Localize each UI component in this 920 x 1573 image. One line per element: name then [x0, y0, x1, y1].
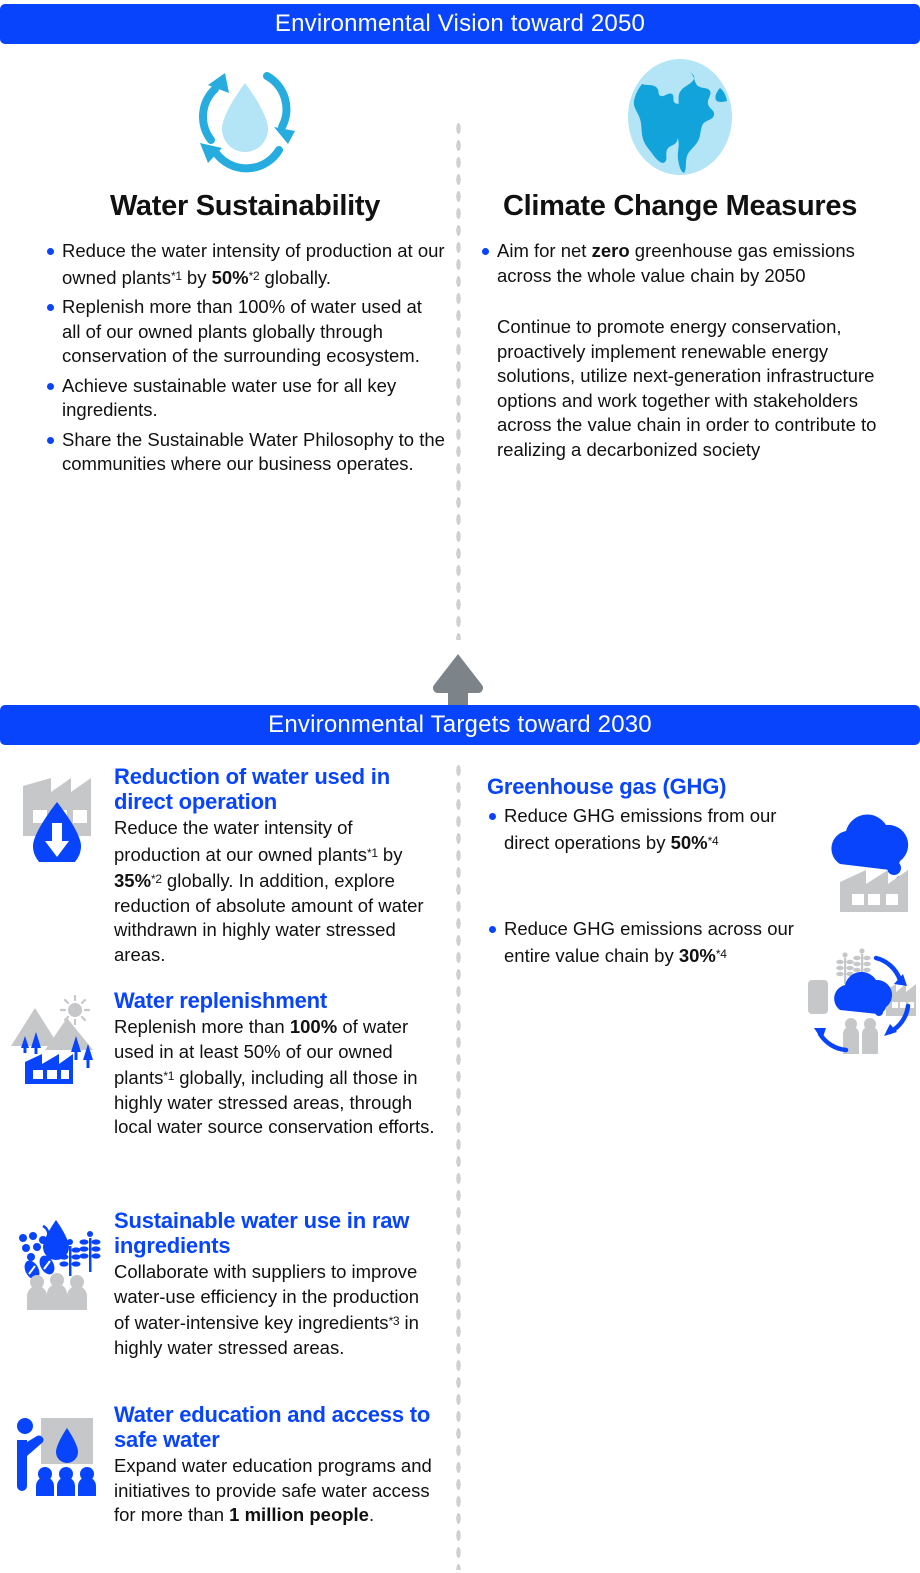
target-body [114, 988, 438, 1140]
ghg-bullet-0: Reduce GHG emissions from our direct operations by 50%$^{*4}$ [487, 804, 817, 855]
banner-environmental-targets [0, 705, 920, 745]
ghg-bullet-list [487, 804, 817, 968]
targets-section [0, 760, 920, 1573]
target-item-sustainable-water-use [8, 1208, 438, 1360]
target-body [114, 1208, 438, 1360]
banner-targets-label: Environmental Targets toward 2030 [268, 711, 652, 738]
vision-title-water: Water Sustainability [109, 190, 381, 222]
factory-water-drop-down-icon [8, 764, 106, 862]
water-cycle-icon [45, 52, 445, 182]
target-description: Collaborate with suppliers to improve water-use efficiency in the production of water-intensive key ingredients$^{*3}$ in highly water stressed areas. [114, 1261, 420, 1358]
vision-water-bullet-1: Replenish more than 100% of water used at all of our owned plants globally through conservation of the surrounding ecosystem. [45, 295, 445, 369]
vision-climate-paragraph: Continue to promote energy conservation, proactively implement renewable energy solutions, utilize next-generation infrastructure options and work together with stakeholders across the value chain in order to contribute to realizing a decarbonized society [497, 316, 877, 460]
vision-section [0, 52, 920, 692]
target-item-reduction-of-water-used [8, 764, 438, 967]
ghg-heading: Greenhouse gas (GHG) [487, 774, 727, 799]
vision-water-bullet-list [45, 239, 445, 477]
crops-drop-people-icon [8, 1208, 106, 1306]
vision-title-climate: Climate Change Measures [502, 190, 858, 222]
target-heading: Water replenishment [114, 988, 327, 1013]
ghg-spacer [487, 855, 817, 917]
target-body [114, 1402, 438, 1528]
banner-vision-label: Environmental Vision toward 2050 [274, 10, 646, 37]
target-heading: Water education and access to safe water [114, 1402, 431, 1452]
value-chain-cloud-icon [800, 932, 920, 1060]
banner-environmental-vision [0, 4, 920, 44]
spacer [480, 293, 880, 315]
mountain-factory-trees-icon [8, 988, 106, 1086]
vision-column-climate-change [480, 52, 880, 462]
ghg-bullet-1: Reduce GHG emissions across our entire value chain by 30%$^{*4}$ [487, 917, 817, 968]
cloud-factory-icon [810, 808, 920, 918]
vision-water-bullet-0: Reduce the water intensity of production at our owned plants$^{*1}$ by 50%$^{*2}$ globally. [45, 239, 445, 290]
target-item-water-education [8, 1402, 438, 1528]
target-heading: Sustainable water use in raw ingredients [114, 1208, 410, 1258]
target-description: Expand water education programs and initiatives to provide safe water access for more than 1 million people. [114, 1455, 432, 1525]
globe-icon [480, 52, 880, 182]
vision-water-bullet-2: Achieve sustainable water use for all key ingredients. [45, 374, 445, 423]
vision-water-bullet-3: Share the Sustainable Water Philosophy to the communities where our business operates. [45, 428, 445, 477]
target-body [114, 764, 438, 967]
target-description: Replenish more than 100% of water used in at least 50% of our owned plants$^{*1}$ globally, including all those in highly water stressed areas, through local water source conservation efforts. [114, 1016, 435, 1137]
vision-climate-bullet-list [480, 239, 880, 288]
target-description: Reduce the water intensity of production at our owned plants$^{*1}$ by 35%$^{*2}$ globally. In addition, explore reduction of absolute amount of water withdrawn in highly water stressed areas. [114, 817, 424, 965]
water-education-icon [8, 1402, 106, 1500]
vision-column-divider [455, 120, 462, 640]
target-heading: Reduction of water used in direct operation [114, 764, 390, 814]
vision-column-water-sustainability [45, 52, 445, 482]
vision-climate-bullet-0: Aim for net zero greenhouse gas emissions across the whole value chain by 2050 [480, 239, 880, 288]
targets-column-divider [455, 762, 462, 1570]
target-item-water-replenishment [8, 988, 438, 1140]
